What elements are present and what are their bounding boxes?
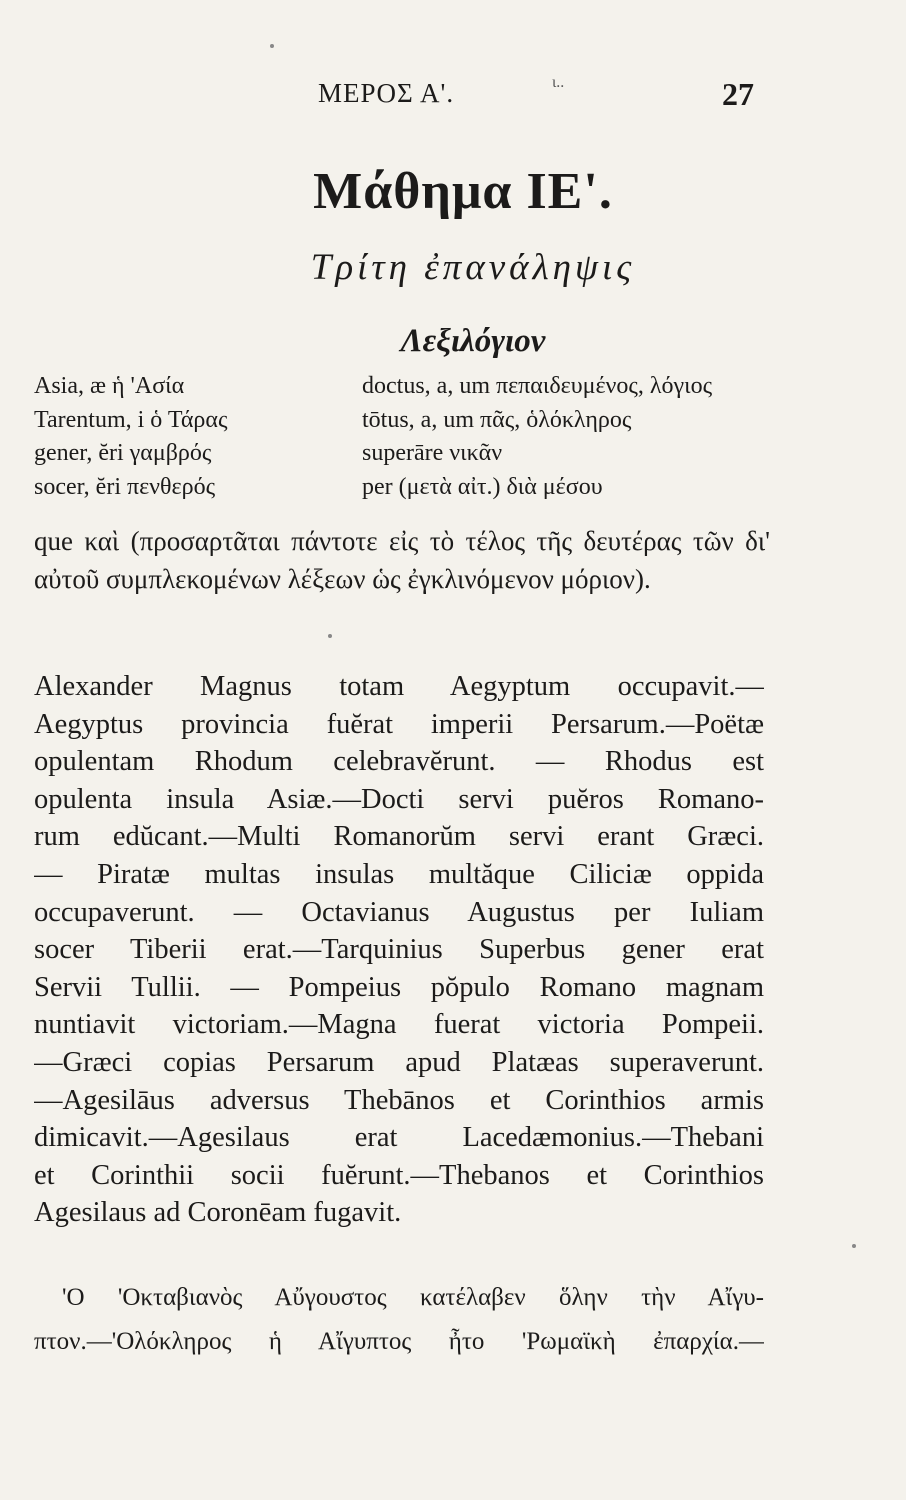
vocab-entry: superāre νικᾶν xyxy=(362,440,503,466)
vocab-entry: doctus, a, um πεπαιδευμένος, λόγιος xyxy=(362,373,713,399)
greek-exercise xyxy=(34,1276,764,1364)
latin-line: rum edŭcant.—Multi Romanorŭm servi erant Græci. xyxy=(34,821,764,853)
vocab-row xyxy=(34,437,874,471)
vocab-row xyxy=(34,471,874,505)
latin-line: Agesilaus ad Coronēam fugavit. xyxy=(34,1197,402,1229)
latin-line: opulenta insula Asiæ.—Docti servi puĕros Romano- xyxy=(34,783,764,815)
latin-line: Aegyptus provincia fuĕrat imperii Persarum.—Poëtæ xyxy=(34,708,764,740)
vocab-entry: tōtus, a, um πᾶς, ὁλόκληρος xyxy=(362,406,632,433)
page-number: 27 xyxy=(722,76,754,112)
vocab-entry: socer, ĕri πενθερός xyxy=(34,473,216,500)
latin-line: nuntiavit victoriam.—Magna fuerat victoria Pompeii. xyxy=(34,1009,764,1041)
vocabulary-heading: Λεξιλόγιον xyxy=(400,323,546,359)
vocab-row xyxy=(34,404,874,438)
latin-exercise xyxy=(34,668,764,1232)
latin-line: opulentam Rhodum celebravĕrunt. — Rhodus est xyxy=(34,746,764,778)
greek-line: 'Ο 'Οκταβιανὸς Αὔγουστος κατέλαβεν ὅλην τὴν Αἴγυ- xyxy=(62,1284,764,1311)
lesson-subtitle: Τρίτη ἐπανάληψις xyxy=(310,247,636,288)
latin-line: dimicavit.—Agesilaus erat Lacedæmonius.—Thebani xyxy=(34,1122,764,1154)
running-head-title: ΜΕΡΟΣ Α'. xyxy=(318,78,455,108)
vocab-row xyxy=(34,370,874,404)
grammar-note: que καὶ (προσαρτᾶται πάντοτε εἰς τὸ τέλος τῆς δευτέρας τῶν δι' αὐτοῦ συμπλεκομένων λέξεων ὡς ἐγκλινόμενον μόριον). xyxy=(34,526,770,594)
latin-line: Servii Tullii. — Pompeius pŏpulo Romano magnam xyxy=(34,971,764,1003)
latin-line: —Agesilāus adversus Thebānos et Corinthios armis xyxy=(34,1084,764,1116)
vocabulary-list xyxy=(34,370,874,504)
vocab-entry: per (μετὰ αἰτ.) διὰ μέσου xyxy=(362,473,603,500)
greek-line: πτον.—'Ολόκληρος ἡ Αἴγυπτος ἦτο 'Ρωμαϊκὴ ἐπαρχία.— xyxy=(34,1328,764,1355)
latin-line: occupaverunt. — Octavianus Augustus per Iuliam xyxy=(34,896,764,928)
latin-line: et Corinthii socii fuĕrunt.—Thebanos et Corinthios xyxy=(34,1159,764,1191)
running-head-mark: ι.. xyxy=(552,74,565,91)
vocab-entry: Tarentum, i ὁ Τάρας xyxy=(34,406,228,433)
latin-line: Alexander Magnus totam Aegyptum occupavit.— xyxy=(34,671,764,702)
latin-line: socer Tiberii erat.—Tarquinius Superbus gener erat xyxy=(34,934,764,966)
latin-line: — Piratæ multas insulas multăque Ciliciæ oppida xyxy=(34,858,764,890)
print-speck xyxy=(852,1244,856,1248)
running-head xyxy=(0,74,906,118)
latin-line: —Græci copias Persarum apud Platæas superaverunt. xyxy=(34,1046,764,1078)
vocab-entry: Asia, æ ἡ 'Ασία xyxy=(34,373,185,399)
vocab-entry: gener, ĕri γαμβρός xyxy=(34,440,212,466)
print-speck xyxy=(270,44,274,48)
print-speck xyxy=(328,634,332,638)
lesson-title: Μάθημα ΙΕ'. xyxy=(313,163,613,220)
